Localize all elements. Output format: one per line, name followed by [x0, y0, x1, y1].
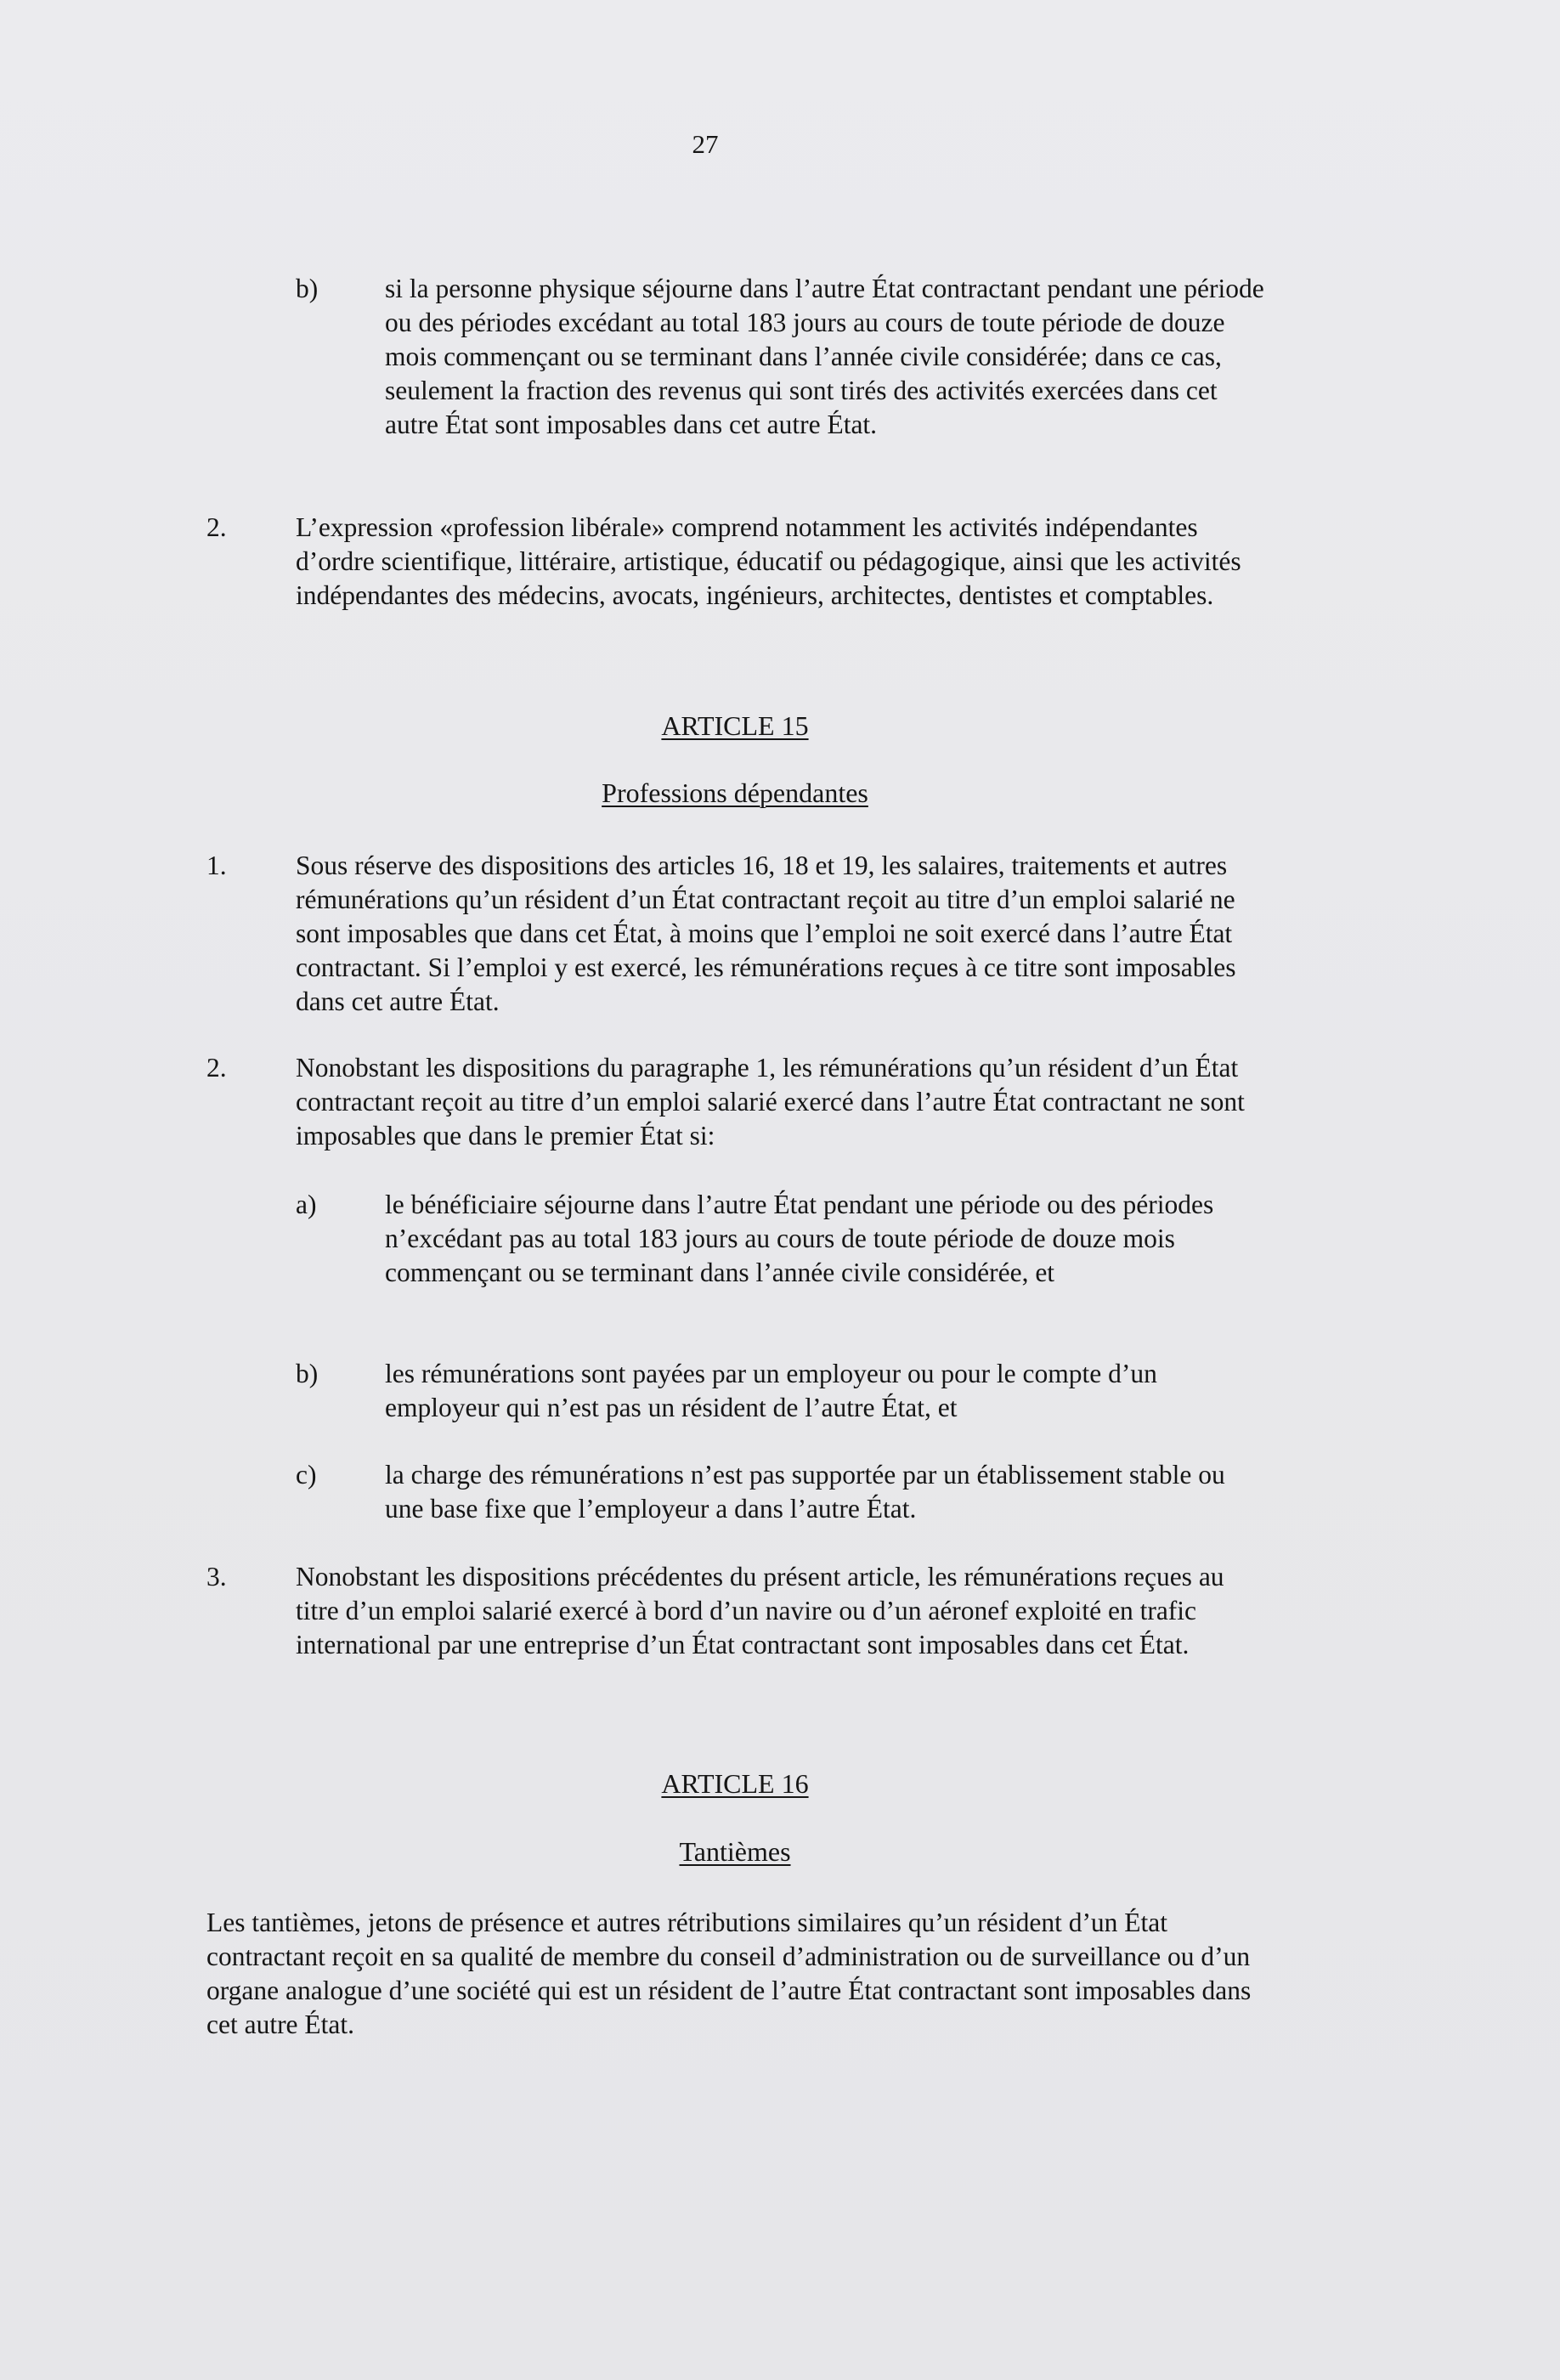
paragraph-text: L’expression «profession libérale» comprend notamment les activités indépendantes d’ordre scientifique, littéraire, artistique, éducatif ou pédagogique, ainsi que les activités indépendantes des médecins, avocats, ingénieurs, architectes, dentistes et comptables. — [296, 512, 1241, 610]
subparagraph-text: les rémunérations sont payées par un employeur ou pour le compte d’un employeur qui n’est pas un résident de l’autre État, et — [385, 1359, 1157, 1422]
subparagraph-label: c) — [296, 1460, 317, 1490]
paragraph-text: Sous réserve des dispositions des articles 16, 18 et 19, les salaires, traitements et autres rémunérations qu’un résident d’un État contractant reçoit au titre d’un emploi salarié ne sont imposables que dans cet État, à moins que l’emploi ne soit exercé dans l’autre État contractant. Si l’emploi y est exercé, les rémunérations reçues à ce titre sont imposables dans cet autre État. — [296, 851, 1236, 1016]
page-number: 27 — [692, 129, 719, 159]
subparagraph-label: b) — [296, 1359, 319, 1388]
article-heading: ARTICLE 16 — [661, 1768, 809, 1799]
article-heading: ARTICLE 15 — [661, 710, 809, 741]
subparagraph-text: si la personne physique séjourne dans l’autre État contractant pendant une période ou des périodes excédant au total 183 jours au cours de toute période de douze mois commençant ou se terminant dans l’année civile considérée; dans ce cas, seulement la fraction des revenus qui sont tirés des activités exercées dans cet autre État sont imposables dans cet autre État. — [385, 274, 1264, 439]
paragraph-text: Les tantièmes, jetons de présence et autres rétributions similaires qu’un résident d’un État contractant reçoit en sa qualité de membre du conseil d’administration ou de surveillance ou d’un organe analogue d’une société qui est un résident de l’autre État contractant sont imposables dans cet autre État. — [206, 1908, 1252, 2039]
subparagraph-label: a) — [296, 1190, 317, 1219]
paragraph-label: 1. — [206, 851, 227, 880]
article-subheading: Tantièmes — [679, 1836, 791, 1867]
paragraph-text: Nonobstant les dispositions du paragraphe 1, les rémunérations qu’un résident d’un État contractant reçoit au titre d’un emploi salarié exercé dans l’autre État contractant ne sont imposables que dans le premier État si: — [296, 1053, 1245, 1150]
subparagraph-text: la charge des rémunérations n’est pas supportée par un établissement stable ou une base fixe que l’employeur a dans l’autre État. — [385, 1460, 1225, 1524]
paragraph-text: Nonobstant les dispositions précédentes du présent article, les rémunérations reçues au titre d’un emploi salarié exercé à bord d’un navire ou d’un aéronef exploité en trafic international par une entreprise d’un État contractant sont imposables dans cet État. — [296, 1562, 1224, 1659]
paragraph-label: 2. — [206, 1053, 227, 1083]
paragraph-label: 2. — [206, 512, 227, 542]
article-subheading: Professions dépendantes — [602, 777, 868, 808]
paragraph-label: 3. — [206, 1562, 227, 1591]
subparagraph-text: le bénéficiaire séjourne dans l’autre État pendant une période ou des périodes n’excédant pas au total 183 jours au cours de toute période de douze mois commençant ou se terminant dans l’année civile considérée, et — [385, 1190, 1214, 1287]
subparagraph-label: b) — [296, 274, 319, 303]
